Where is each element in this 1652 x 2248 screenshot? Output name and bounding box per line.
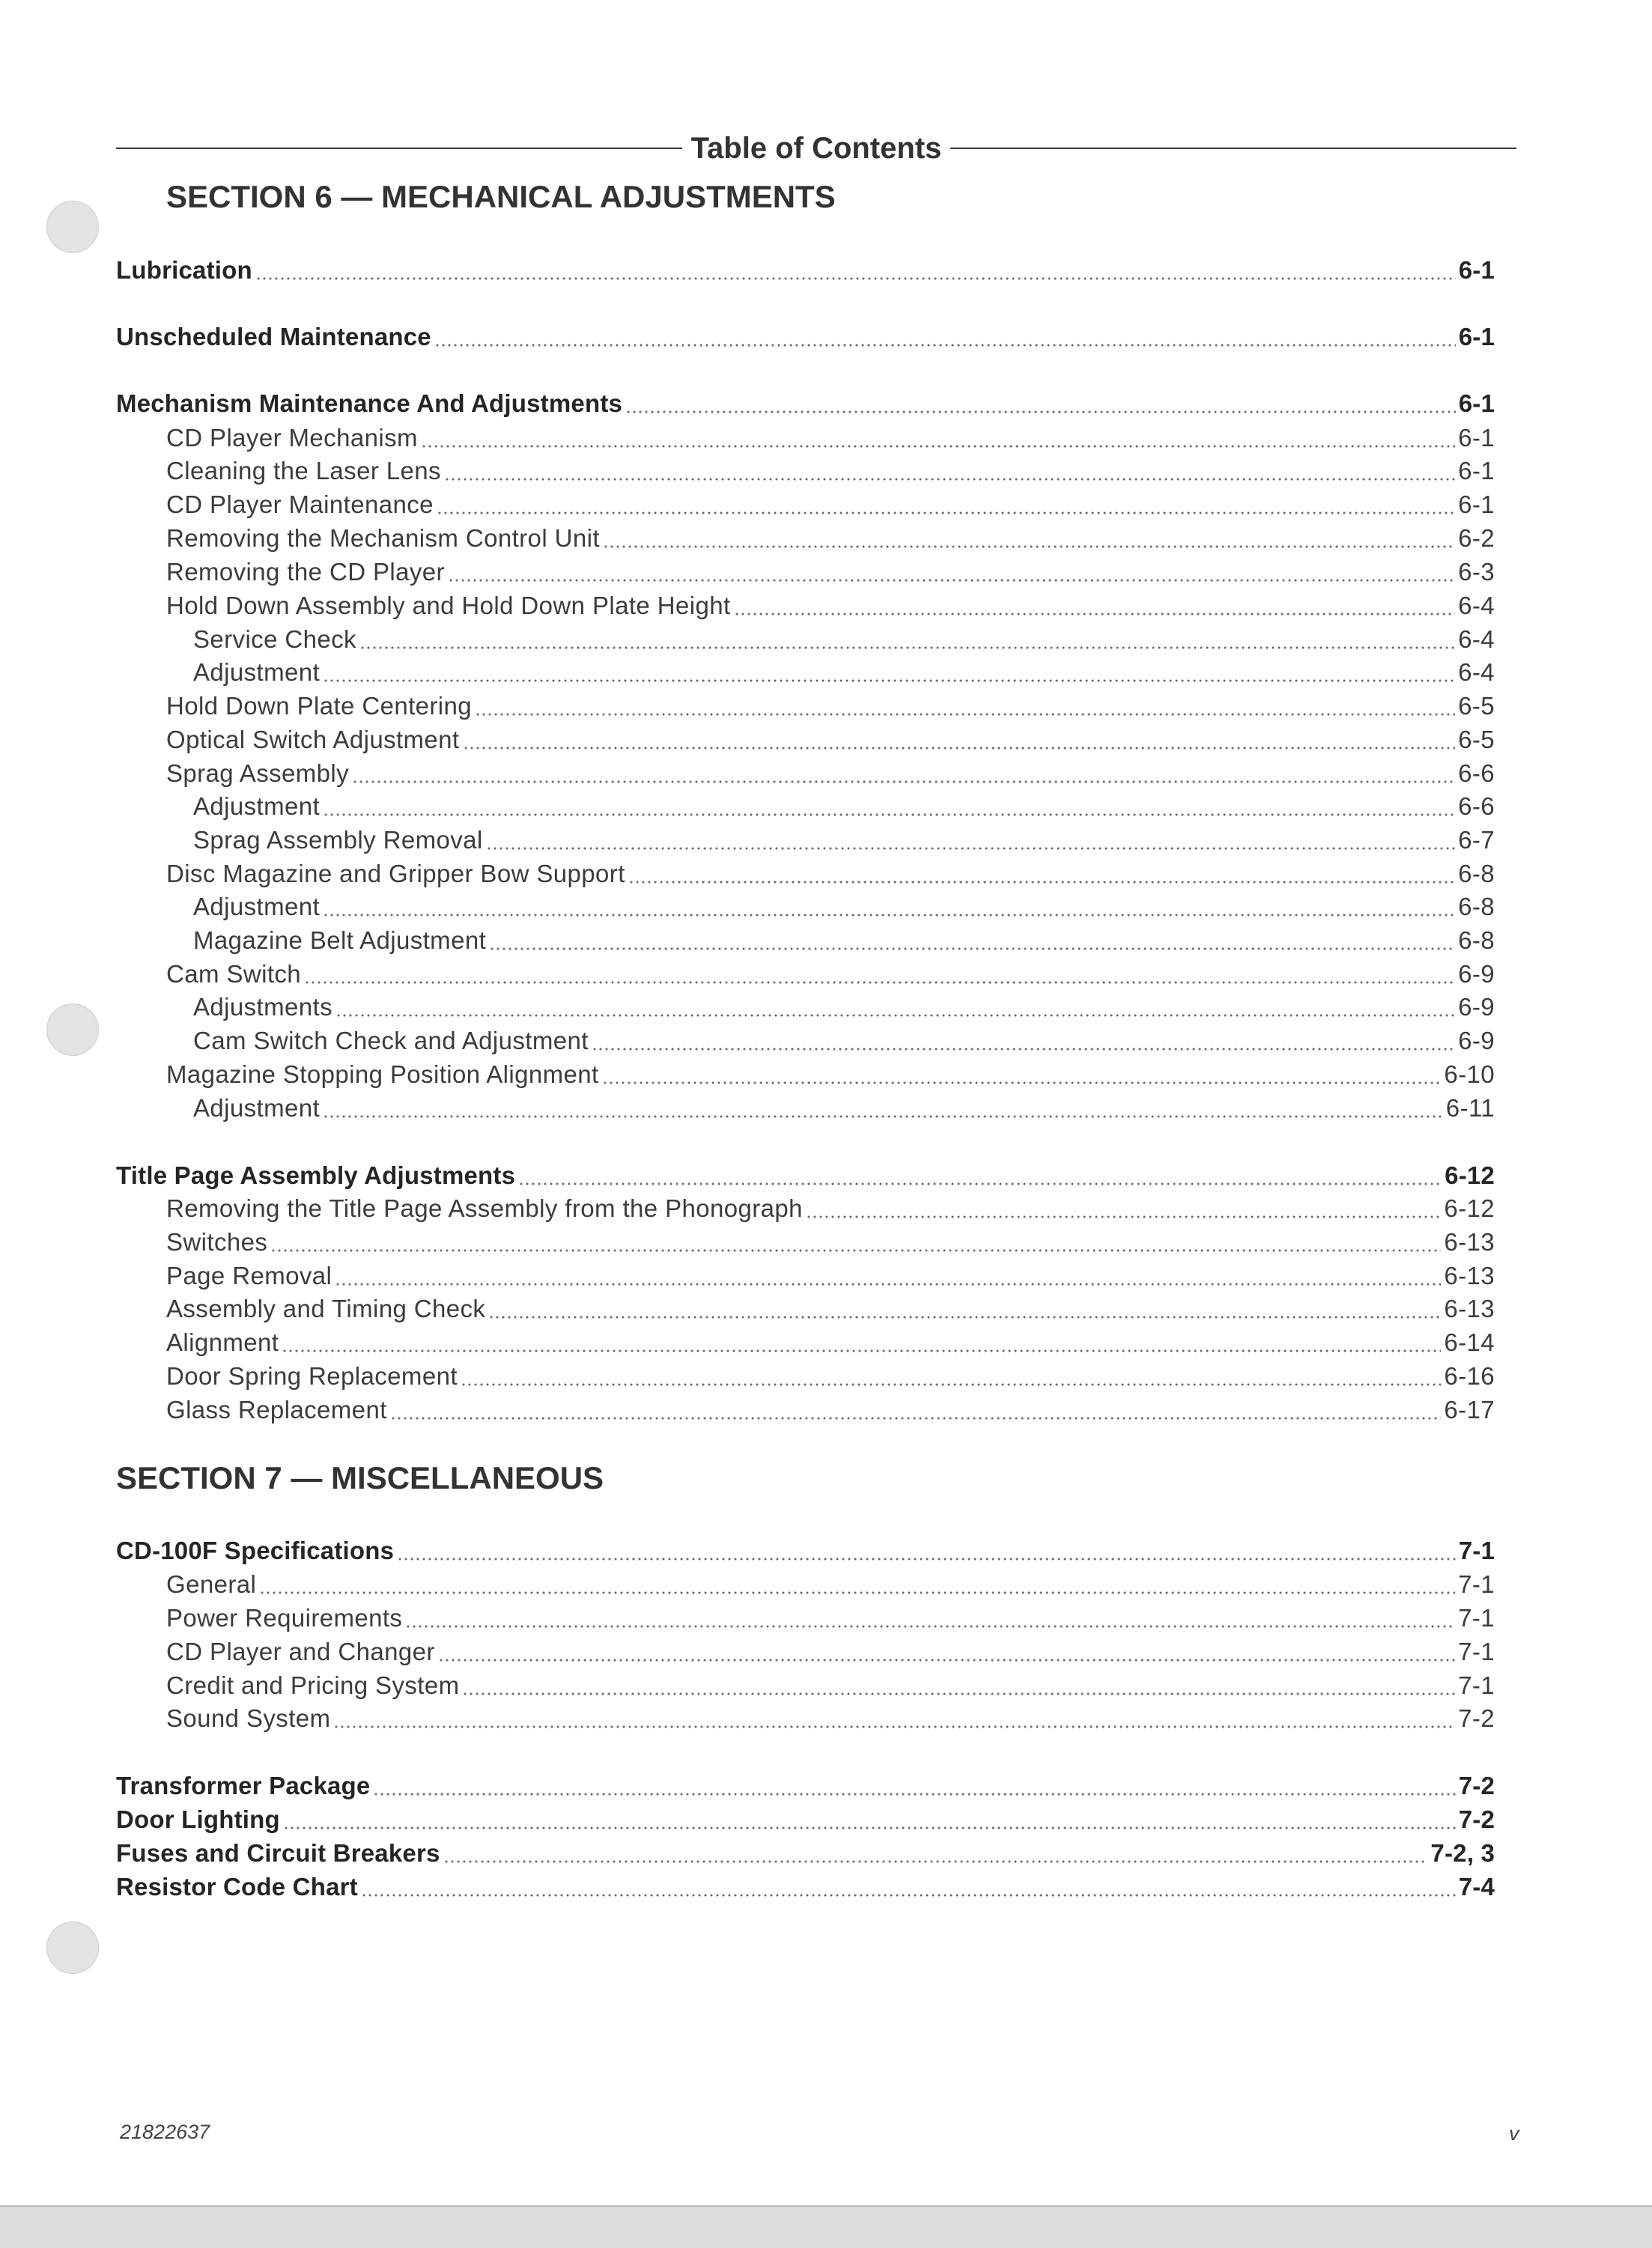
- dot-leader: [443, 1841, 1428, 1864]
- dot-leader: [259, 1573, 1455, 1595]
- toc-entry-title: Switches: [166, 1228, 268, 1256]
- toc-entry-title: Mechanism Maintenance And Adjustments: [116, 389, 623, 417]
- dot-leader: [255, 258, 1456, 281]
- toc-entry-page: 6-1: [1458, 490, 1495, 518]
- dot-leader: [734, 594, 1456, 616]
- toc-entry[interactable]: [166, 488, 1495, 521]
- toc-entry-page: 6-5: [1458, 726, 1495, 753]
- toc-entry-page: 6-6: [1458, 792, 1495, 820]
- toc-entry-title: Page Removal: [166, 1262, 332, 1289]
- toc-entry-page: 6-8: [1458, 926, 1495, 954]
- toc-entry[interactable]: [166, 690, 1495, 723]
- toc-entry-page: 6-8: [1458, 860, 1495, 887]
- dot-leader: [323, 895, 1455, 917]
- toc-entry-page: 6-1: [1458, 323, 1495, 350]
- header-rule-left: [116, 148, 682, 149]
- toc-entry-title: Hold Down Plate Centering: [166, 692, 473, 720]
- dot-leader: [390, 1398, 1442, 1421]
- toc-entry-page: 6-4: [1458, 625, 1495, 653]
- toc-entry-title: Alignment: [166, 1328, 279, 1356]
- toc-entry-title: Optical Switch Adjustment: [166, 726, 460, 753]
- dot-leader: [444, 459, 1455, 482]
- toc-entry[interactable]: [166, 1360, 1495, 1393]
- toc-entry-page: 7-2, 3: [1430, 1839, 1495, 1867]
- toc-entry-title: Adjustment: [193, 792, 321, 820]
- toc-entry-title: Title Page Assembly Adjustments: [116, 1161, 516, 1189]
- toc-entry[interactable]: [166, 857, 1495, 890]
- toc-entry[interactable]: [193, 656, 1495, 689]
- toc-entry-title: Lubrication: [116, 256, 252, 284]
- dot-leader: [373, 1774, 1455, 1796]
- toc-entry[interactable]: [166, 1326, 1495, 1359]
- toc-entry[interactable]: [166, 1394, 1495, 1427]
- dot-leader: [359, 628, 1455, 650]
- toc-entry-title: CD-100F Specifications: [116, 1537, 395, 1564]
- toc-entry-page: 7-4: [1458, 1873, 1495, 1901]
- dot-leader: [462, 1674, 1455, 1696]
- toc-entry-title: Adjustments: [193, 993, 332, 1021]
- toc-entry[interactable]: [166, 757, 1495, 790]
- toc-entry[interactable]: [166, 1058, 1495, 1091]
- toc-entry-page: 7-2: [1458, 1772, 1495, 1799]
- dot-leader: [333, 1707, 1455, 1729]
- toc-entry-title: Adjustment: [193, 658, 321, 686]
- toc-entry-page: 6-12: [1445, 1161, 1495, 1189]
- toc-entry-page: 6-9: [1458, 1027, 1495, 1054]
- toc-entry-title: Adjustment: [193, 1094, 321, 1122]
- toc-entry-page: 7-1: [1458, 1570, 1495, 1598]
- dot-leader: [806, 1197, 1441, 1219]
- dot-leader: [405, 1606, 1455, 1629]
- toc-entry-page: 7-1: [1458, 1671, 1495, 1699]
- toc-entry-page: 7-2: [1458, 1704, 1495, 1732]
- toc-entry-title: CD Player Maintenance: [166, 490, 434, 518]
- toc-entry-title: Power Requirements: [166, 1604, 403, 1632]
- dot-leader: [486, 828, 1455, 851]
- toc-entry[interactable]: [116, 1769, 1495, 1802]
- toc-entry[interactable]: [166, 1260, 1495, 1292]
- dot-leader: [352, 762, 1455, 784]
- dot-leader: [628, 862, 1455, 884]
- dot-leader: [283, 1808, 1456, 1830]
- binder-hole-top: [46, 201, 99, 253]
- toc-entry[interactable]: [166, 1226, 1495, 1259]
- toc-entry-title: CD Player Mechanism: [166, 424, 418, 452]
- toc-entry[interactable]: [166, 1635, 1495, 1668]
- toc-entry-page: 6-13: [1444, 1262, 1495, 1289]
- toc-entry[interactable]: [193, 991, 1495, 1024]
- toc-entry-title: Magazine Stopping Position Alignment: [166, 1060, 599, 1088]
- dot-leader: [323, 1096, 1443, 1119]
- toc-entry[interactable]: [193, 1092, 1495, 1125]
- toc-entry[interactable]: [166, 1292, 1495, 1325]
- toc-entry-title: Removing the CD Player: [166, 558, 445, 586]
- toc-entry-page: 6-6: [1458, 759, 1495, 787]
- toc-entry-title: CD Player and Changer: [166, 1638, 435, 1665]
- toc-entry-page: 6-5: [1458, 692, 1495, 720]
- toc-entry[interactable]: [116, 1837, 1495, 1870]
- toc-entry-page: 6-14: [1444, 1328, 1495, 1356]
- toc-entry-page: 6-1: [1458, 389, 1495, 417]
- toc-entry-title: Resistor Code Chart: [116, 1873, 358, 1901]
- toc-entry-page: 6-1: [1458, 256, 1495, 284]
- toc-entry[interactable]: [116, 1534, 1495, 1567]
- toc-entry[interactable]: [166, 455, 1495, 487]
- toc-entry[interactable]: [166, 556, 1495, 589]
- dot-leader: [592, 1029, 1455, 1051]
- toc-entry[interactable]: [166, 1192, 1495, 1225]
- toc-entry-title: Sprag Assembly Removal: [193, 826, 483, 854]
- toc-entry[interactable]: [166, 1669, 1495, 1702]
- toc-entry-title: Sound System: [166, 1704, 331, 1732]
- toc-entry-title: Magazine Belt Adjustment: [193, 926, 487, 954]
- toc-entry-page: 6-13: [1444, 1228, 1495, 1256]
- toc-entry[interactable]: [166, 1702, 1495, 1735]
- dot-leader: [475, 694, 1455, 717]
- toc-entry-title: Removing the Title Page Assembly from the Phonograph: [166, 1194, 803, 1222]
- toc-entry[interactable]: [193, 790, 1495, 823]
- dot-leader: [304, 962, 1455, 985]
- toc-entry[interactable]: [116, 254, 1495, 287]
- toc-entry-title: Sprag Assembly: [166, 759, 350, 787]
- toc-entry[interactable]: [193, 623, 1495, 656]
- toc-entry-title: Assembly and Timing Check: [166, 1295, 486, 1322]
- toc-entry-page: 6-11: [1445, 1094, 1495, 1122]
- toc-entry-page: 6-1: [1458, 424, 1495, 452]
- toc-entry-title: Adjustment: [193, 893, 321, 920]
- page-header: [116, 127, 1516, 169]
- toc-entry-title: Cleaning the Laser Lens: [166, 457, 441, 484]
- dot-leader: [323, 660, 1455, 683]
- toc-entry-title: Credit and Pricing System: [166, 1671, 460, 1699]
- toc-entry-page: 6-16: [1444, 1362, 1495, 1390]
- dot-leader: [602, 1063, 1442, 1085]
- toc-entry-title: Door Spring Replacement: [166, 1362, 458, 1390]
- dot-leader: [282, 1331, 1441, 1353]
- dot-leader: [437, 493, 1455, 515]
- toc-entry-page: 6-2: [1458, 524, 1495, 552]
- dot-leader: [335, 1264, 1441, 1286]
- dot-leader: [397, 1539, 1456, 1561]
- toc-entry-page: 6-10: [1444, 1060, 1495, 1088]
- page-number: v: [1509, 2122, 1519, 2145]
- toc-entry[interactable]: [166, 422, 1495, 455]
- toc-entry-page: 7-1: [1458, 1537, 1495, 1564]
- dot-leader: [421, 426, 1455, 449]
- section-7-heading: SECTION 7 — MISCELLANEOUS: [116, 1460, 604, 1495]
- toc-entry[interactable]: [193, 824, 1495, 857]
- toc-entry[interactable]: [166, 589, 1495, 622]
- toc-entry[interactable]: [166, 1568, 1495, 1601]
- toc-entry-title: Cam Switch Check and Adjustment: [193, 1027, 589, 1054]
- toc-entry-title: Disc Magazine and Gripper Bow Support: [166, 860, 625, 887]
- toc-entry[interactable]: [193, 890, 1495, 923]
- toc-entry-page: 6-17: [1444, 1396, 1495, 1424]
- dot-leader: [448, 560, 1455, 583]
- toc-entry-page: 6-7: [1458, 826, 1495, 854]
- toc-entry-page: 6-4: [1458, 658, 1495, 686]
- page-title: Table of Contents: [690, 131, 942, 165]
- toc-entry-page: 6-8: [1458, 893, 1495, 920]
- toc-entry-title: Glass Replacement: [166, 1396, 387, 1424]
- toc-entry[interactable]: [116, 321, 1495, 353]
- toc-entry-page: 6-4: [1458, 592, 1495, 619]
- dot-leader: [438, 1640, 1455, 1662]
- toc-entry-title: Door Lighting: [116, 1805, 280, 1833]
- toc-entry-title: Removing the Mechanism Control Unit: [166, 524, 600, 552]
- toc-entry-page: 6-12: [1444, 1194, 1495, 1222]
- toc-entry-title: Transformer Package: [116, 1772, 371, 1799]
- toc-entry-title: Fuses and Circuit Breakers: [116, 1839, 440, 1867]
- toc-entry[interactable]: [116, 1803, 1495, 1836]
- toc-entry-page: 6-1: [1458, 457, 1495, 484]
- binder-hole-bottom: [46, 1922, 99, 1974]
- dot-leader: [625, 392, 1456, 414]
- scan-bottom-edge: [0, 2205, 1652, 2248]
- toc-entry[interactable]: [116, 1159, 1495, 1192]
- dot-leader: [488, 1297, 1441, 1319]
- toc-entry[interactable]: [166, 1602, 1495, 1635]
- section-6-heading: SECTION 6 — MECHANICAL ADJUSTMENTS: [166, 179, 836, 214]
- toc-entry[interactable]: [193, 924, 1495, 957]
- dot-leader: [518, 1164, 1442, 1186]
- toc-entry-page: 7-1: [1458, 1638, 1495, 1665]
- dot-leader: [335, 995, 1455, 1018]
- toc-entry[interactable]: [193, 1024, 1495, 1057]
- dot-leader: [270, 1230, 1441, 1253]
- binder-hole-middle: [46, 1003, 99, 1056]
- dot-leader: [361, 1875, 1456, 1898]
- toc-entry[interactable]: [116, 387, 1495, 420]
- toc-entry-title: Service Check: [193, 625, 356, 653]
- toc-entry[interactable]: [166, 723, 1495, 756]
- dot-leader: [461, 1364, 1441, 1387]
- toc-entry-page: 7-2: [1458, 1805, 1495, 1833]
- toc-entry-page: 7-1: [1458, 1604, 1495, 1632]
- toc-entry-title: General: [166, 1570, 257, 1598]
- toc-entry-title: Cam Switch: [166, 960, 302, 988]
- header-rule-right: [950, 148, 1516, 149]
- toc-entry-page: 6-3: [1458, 558, 1495, 586]
- dot-leader: [323, 795, 1455, 817]
- dot-leader: [463, 728, 1456, 750]
- toc-entry-page: 6-9: [1458, 993, 1495, 1021]
- document-number: 21822637: [120, 2121, 210, 2143]
- dot-leader: [603, 526, 1455, 549]
- toc-entry-page: 6-13: [1444, 1295, 1495, 1322]
- toc-entry[interactable]: [166, 522, 1495, 555]
- toc-entry-page: 6-9: [1458, 960, 1495, 988]
- toc-entry-title: Hold Down Assembly and Hold Down Plate Height: [166, 592, 731, 619]
- toc-entry-title: Unscheduled Maintenance: [116, 323, 431, 350]
- dot-leader: [489, 929, 1455, 951]
- toc-entry[interactable]: [116, 1871, 1495, 1904]
- dot-leader: [434, 325, 1456, 347]
- toc-entry[interactable]: [166, 958, 1495, 991]
